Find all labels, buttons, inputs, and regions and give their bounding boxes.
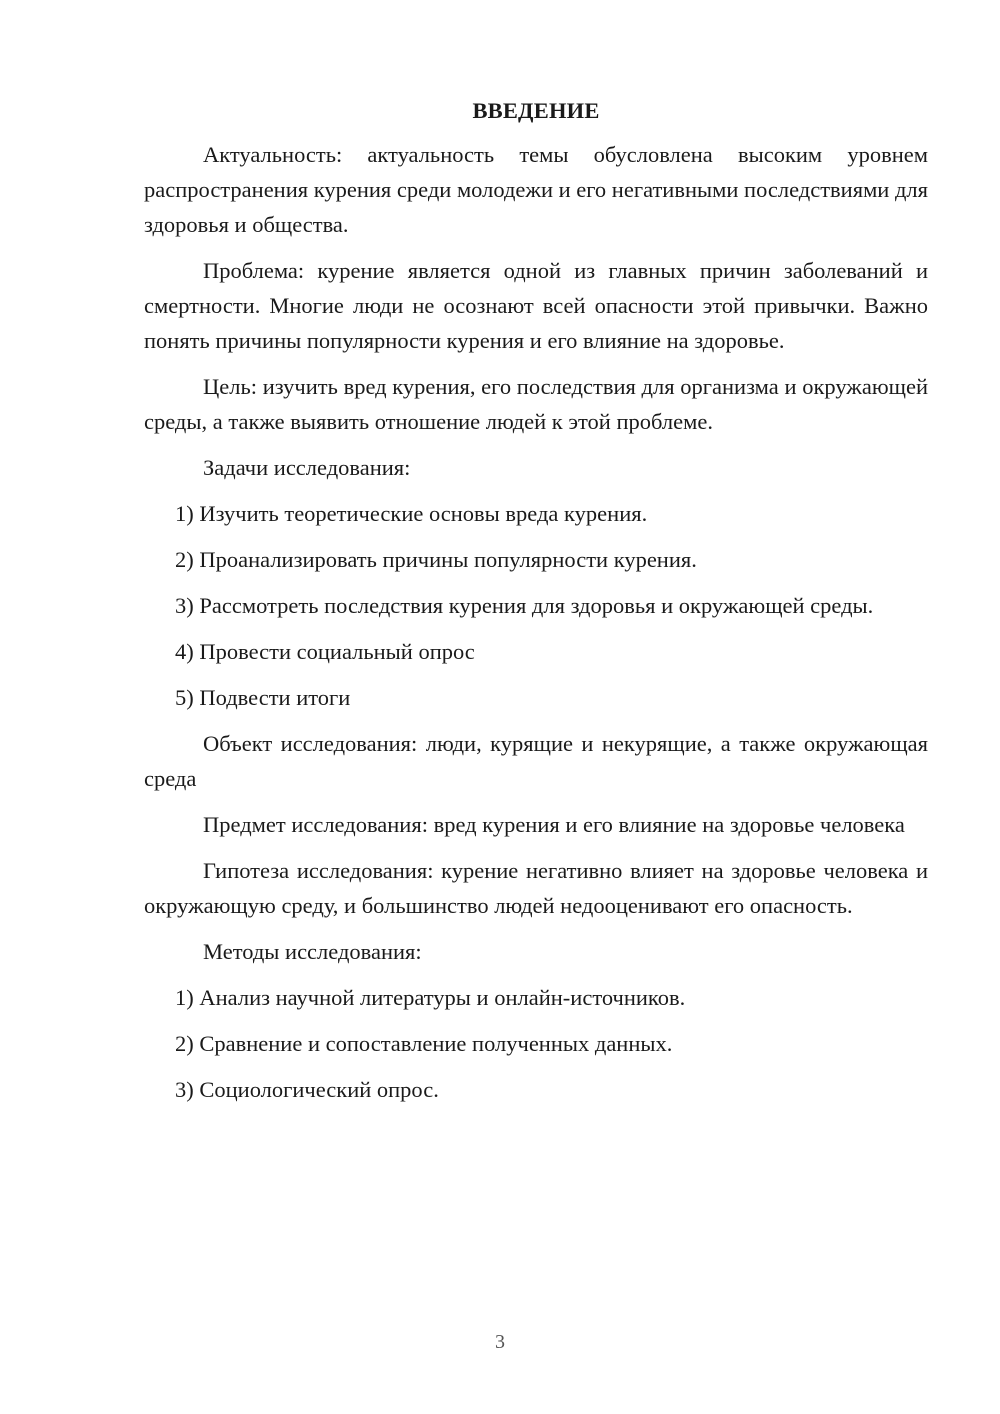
- paragraph-hypothesis: Гипотеза исследования: курение негативно влияет на здоровье человека и окружающую среду, и большинство людей недооценивают его опасность.: [144, 858, 928, 918]
- tasks-heading: Задачи исследования:: [203, 455, 411, 480]
- paragraph-problem: Проблема: курение является одной из главных причин заболеваний и смертности. Многие люди не осознают всей опасности этой привычки. Важно понять причины популярности курения и его влияние на здоровье.: [144, 258, 928, 353]
- paragraph-subject: Предмет исследования: вред курения и его влияние на здоровье человека: [203, 812, 905, 837]
- methods-heading: Методы исследования:: [203, 939, 422, 964]
- method-item-3: 3) Социологический опрос.: [175, 1077, 439, 1102]
- task-item-5: 5) Подвести итоги: [175, 685, 351, 710]
- task-item-4: 4) Провести социальный опрос: [175, 639, 475, 664]
- section-title: ВВЕДЕНИЕ: [472, 98, 600, 123]
- method-item-1: 1) Анализ научной литературы и онлайн-источников.: [175, 985, 686, 1010]
- paragraph-object: Объект исследования: люди, курящие и некурящие, а также окружающая среда: [144, 731, 928, 791]
- task-item-2: 2) Проанализировать причины популярности курения.: [175, 547, 697, 572]
- task-item-3: 3) Рассмотреть последствия курения для здоровья и окружающей среды.: [175, 593, 874, 618]
- paragraph-relevance: Актуальность: актуальность темы обусловлена высоким уровнем распространения курения среди молодежи и его негативными последствиями для здоровья и общества.: [144, 142, 928, 237]
- page-number: 3: [495, 1331, 505, 1353]
- paragraph-goal: Цель: изучить вред курения, его последствия для организма и окружающей среды, а также выявить отношение людей к этой проблеме.: [144, 374, 928, 434]
- method-item-2: 2) Сравнение и сопоставление полученных данных.: [175, 1031, 673, 1056]
- task-item-1: 1) Изучить теоретические основы вреда курения.: [175, 501, 648, 526]
- page-content: [144, 93, 928, 1118]
